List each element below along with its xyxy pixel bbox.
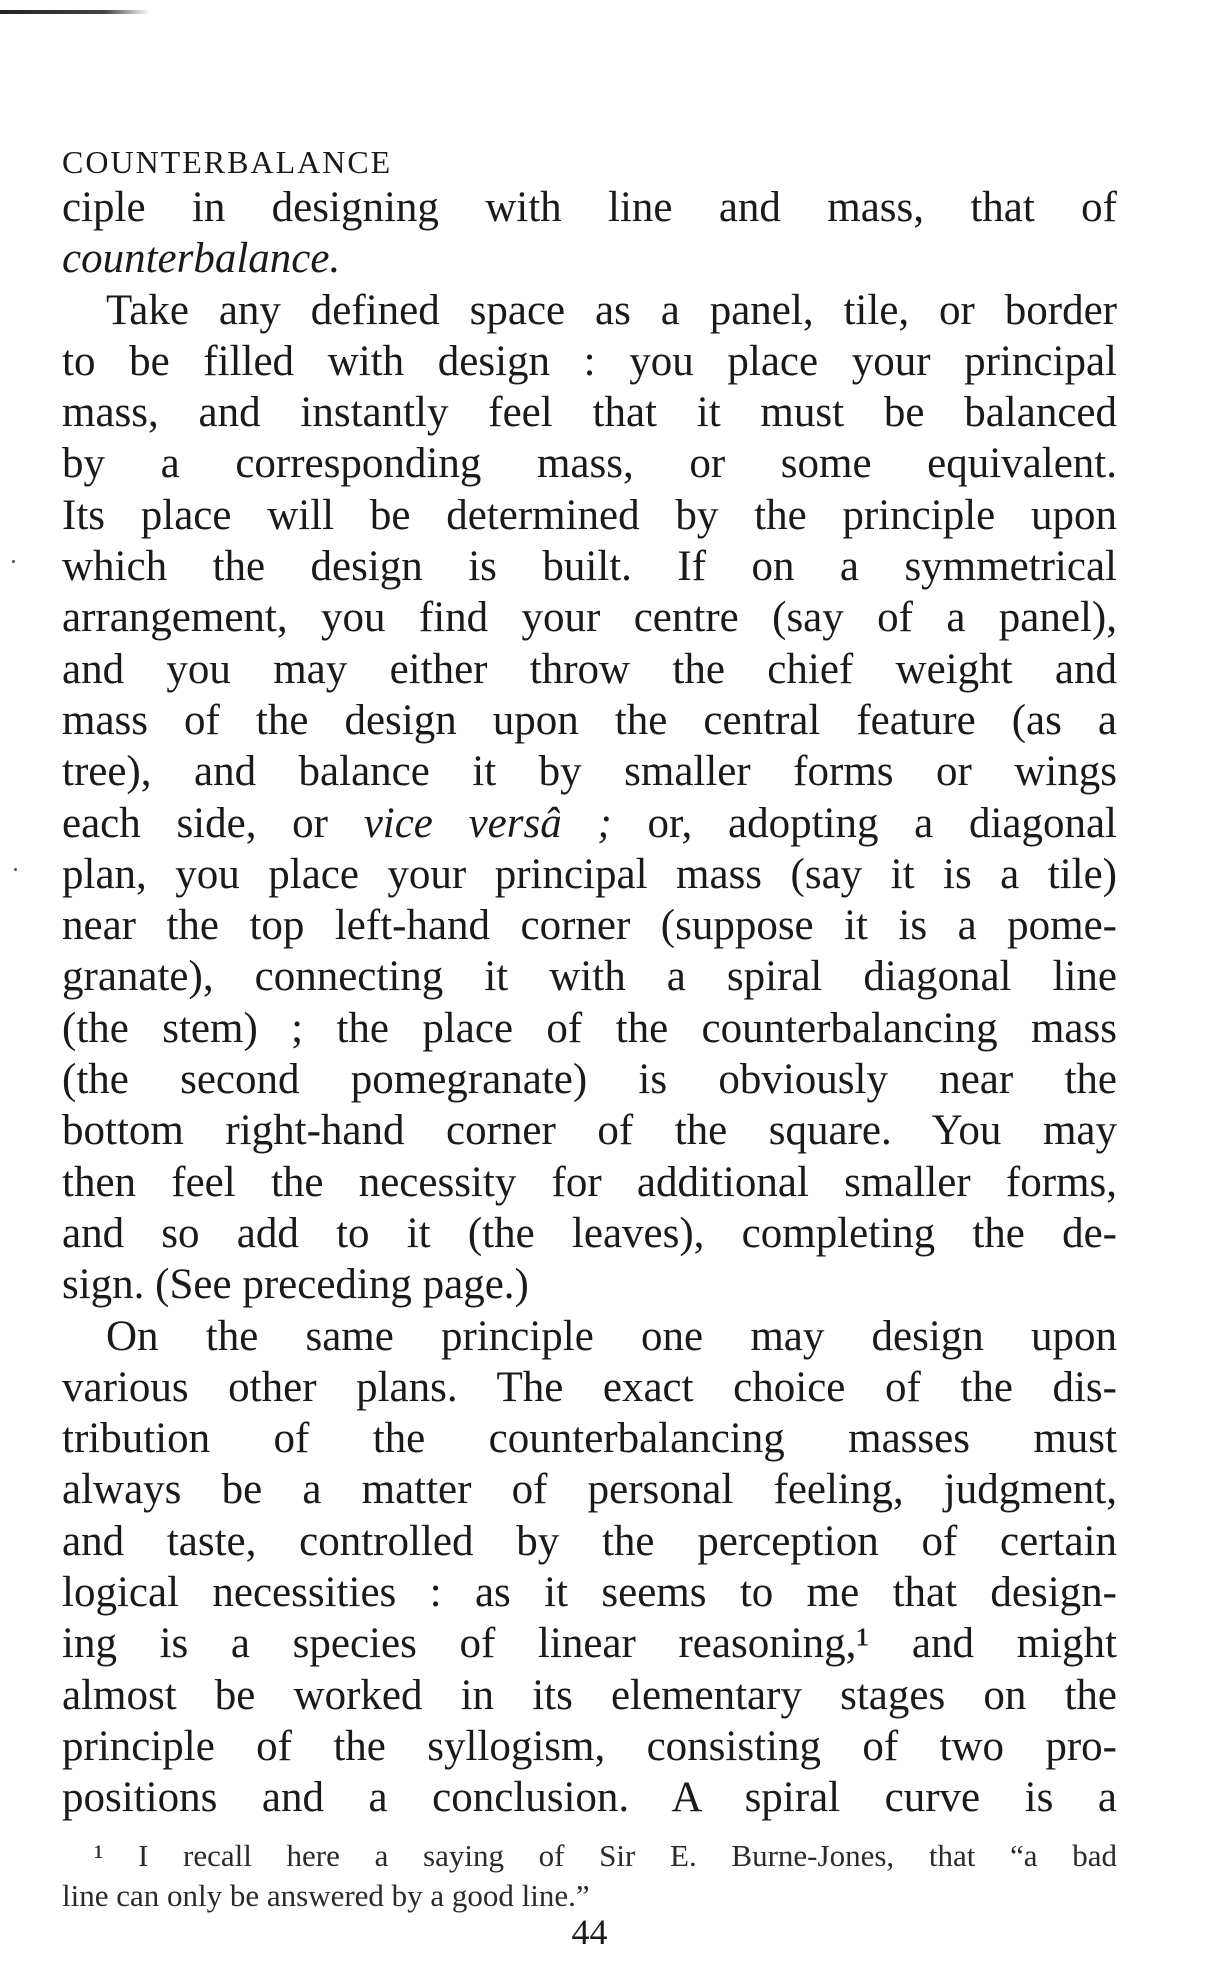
body-line-italic-text: vice versâ ; — [363, 799, 612, 847]
body-line: plan, you place your principal mass (say it is a tile) — [62, 850, 1117, 898]
footnotes — [62, 1836, 1117, 1916]
body-line: tree), and balance it by smaller forms or wings — [62, 748, 1117, 796]
body-line: principle of the syllogism, consisting of two pro- — [62, 1722, 1117, 1770]
body-line: bottom right-hand corner of the square. You may — [62, 1107, 1117, 1155]
body-line-text: each side, or — [62, 799, 364, 847]
body-line: and taste, controlled by the perception of certain — [62, 1517, 1117, 1565]
body-line: (the stem) ; the place of the counterbalancing mass — [62, 1004, 1117, 1052]
body-line-text: or, adopting a diagonal — [611, 799, 1118, 847]
body-line: arrangement, you find your centre (say of a panel), — [62, 594, 1117, 642]
page-number: 44 — [571, 1912, 608, 1952]
body-line: which the design is built. If on a symmetrical — [62, 543, 1117, 591]
body-line: logical necessities : as it seems to me that design- — [62, 1569, 1117, 1617]
body-line: Take any defined space as a panel, tile, or border — [106, 286, 1117, 334]
running-head: COUNTERBALANCE — [62, 144, 393, 180]
body-line: always be a matter of personal feeling, judgment, — [62, 1466, 1117, 1514]
body-line: ciple in designing with line and mass, that of — [62, 184, 1117, 231]
body-line: On the same principle one may design upon — [106, 1312, 1117, 1360]
body-line: sign. (See preceding page.) — [62, 1261, 529, 1309]
body-line: ing is a species of linear reasoning,¹ and might — [62, 1620, 1117, 1668]
body-line: near the top left-hand corner (suppose it is a pome- — [62, 902, 1117, 950]
body-line: various other plans. The exact choice of the dis- — [62, 1363, 1117, 1411]
body-line: mass, and instantly feel that it must be balanced — [62, 389, 1117, 437]
book-page — [62, 142, 1118, 1952]
scan-speck — [12, 560, 15, 563]
body-line: almost be worked in its elementary stages on the — [62, 1671, 1117, 1719]
scan-edge-mark — [0, 10, 150, 14]
footnote-line: line can only be answered by a good line.” — [62, 1877, 590, 1913]
body-line: to be filled with design : you place your principal — [62, 337, 1117, 385]
body-line: mass of the design upon the central feature (as a — [62, 696, 1117, 744]
body-line: granate), connecting it with a spiral diagonal line — [62, 953, 1117, 1001]
body-line: counterbalance. — [62, 235, 341, 283]
body-line: by a corresponding mass, or some equivalent. — [62, 440, 1117, 488]
scan-speck — [14, 868, 17, 871]
body-line: tribution of the counterbalancing masses must — [62, 1415, 1117, 1463]
body-line: then feel the necessity for additional smaller forms, — [62, 1158, 1117, 1206]
body-line: (the second pomegranate) is obviously near the — [62, 1056, 1117, 1104]
body-line: and you may either throw the chief weight and — [62, 645, 1117, 693]
footnote-line: ¹ I recall here a saying of Sir E. Burne-Jones, that “a bad — [94, 1837, 1117, 1873]
body-line: Its place will be determined by the principle upon — [62, 491, 1117, 539]
body-line: positions and a conclusion. A spiral curve is a — [62, 1774, 1117, 1822]
body-line: and so add to it (the leaves), completing the de- — [62, 1209, 1117, 1257]
body-line — [62, 798, 1117, 849]
